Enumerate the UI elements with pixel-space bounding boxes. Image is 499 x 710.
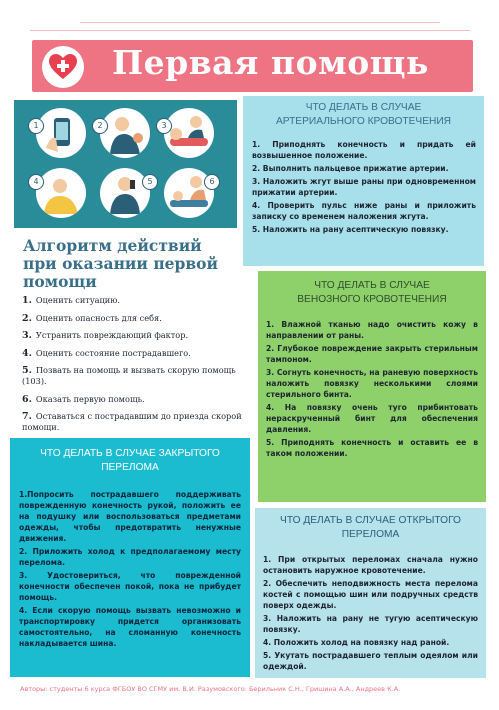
rescuer-icon [100, 108, 150, 158]
venous-bleeding-box [258, 271, 486, 502]
phone-icon [36, 108, 86, 158]
list-item: 3. Согнуть конечность, на раневую поверхность наложить повязку несколькими слоями стерильного бинта. [266, 368, 478, 399]
caller-icon [100, 168, 150, 218]
list-item: 2. Выполнить пальцевое прижатие артерии. [252, 164, 449, 173]
step-number: 1 [28, 118, 44, 134]
list-item: 3. Наложить жгут выше раны при одновременном прижатии артерии. [252, 177, 476, 197]
step-number: 4 [28, 174, 44, 190]
step-image-2 [100, 108, 150, 158]
box-heading: ЧТО ДЕЛАТЬ В СЛУЧАЕ АРТЕРИАЛЬНОГО КРОВОТЕЧЕНИЯ [275, 102, 452, 127]
box-heading: ЧТО ДЕЛАТЬ В СЛУЧАЕ ВЕНОЗНОГО КРОВОТЕЧЕНИЯ [297, 280, 447, 305]
list-item: 5. Наложить на рану асептическую повязку. [252, 225, 449, 234]
arterial-bleeding-box [243, 96, 484, 266]
heart-cross-icon [48, 53, 78, 81]
box-heading: ЧТО ДЕЛАТЬ В СЛУЧАЕ ОТКРЫТОГО ПЕРЕЛОМА [280, 515, 461, 540]
list-item: 5. Укутать пострадавшего теплым одеялом или одеждой. [263, 651, 478, 671]
box-body [243, 129, 484, 235]
list-item: 2. Приложить холод к предполагаемому месту перелома. [19, 547, 241, 567]
list-item: 1.Попросить пострадавшего поддерживать поврежденную конечность рукой, положить ее на подушку или воспользоваться предметами одежды, чтобы предотвратить ненужные движения. [19, 490, 241, 543]
first-aid-illustration [14, 100, 237, 228]
algorithm-list [22, 295, 244, 440]
closed-fracture-box [10, 438, 250, 677]
list-item: 2. Обеспечить неподвижность места перелома костей с помощью шин или подручных средств поверх одежды. [263, 579, 478, 610]
step-image-3 [164, 108, 214, 158]
list-item: 3. Удостовериться, что поврежденной конечности обеспечен покой, пока не прибудет помощь. [19, 571, 241, 602]
list-item: 1. Оценить ситуацию. [22, 295, 120, 306]
list-item: 5. Позвать на помощь и вызвать скорую помощь (103). [22, 365, 236, 386]
algorithm-title: Алгоритм действий при оказании первой помощи [23, 236, 218, 291]
list-item: 3. Наложить на рану не тугую асептическую повязку. [263, 614, 478, 634]
list-item: 4. Если скорую помощь вызвать невозможно и транспортировку придется организовать самостоятельно, на сломанную конечность накладывается шина. [19, 606, 241, 648]
patient-icon [164, 108, 214, 158]
step-image-5 [100, 168, 150, 218]
step-number: 6 [204, 174, 220, 190]
step-number: 5 [142, 174, 158, 190]
list-item: 5. Приподнять конечность и оставить ее в таком положении. [266, 438, 478, 458]
top-rule-1 [80, 22, 440, 23]
list-item: 4. Проверить пульс ниже раны и приложить записку со временем наложения жгута. [252, 201, 476, 221]
list-item: 1. Приподнять конечность и придать ей возвышенное положение. [252, 140, 476, 160]
list-item: 4. На повязку очень туго прибинтовать нераскрученный бинт для обеспечения давления. [266, 403, 478, 434]
list-item: 1. При открытых переломах сначала нужно остановить наружное кровотечение. [263, 555, 478, 575]
top-rule-2 [30, 30, 470, 31]
step-number: 2 [92, 118, 108, 134]
step-image-4 [36, 168, 86, 218]
checking-icon [36, 168, 86, 218]
list-item: 3. Устранить повреждающий фактор. [22, 330, 189, 341]
list-item: 1. Влажной тканью надо очистить кожу в направлении от раны. [266, 320, 478, 340]
list-item: 4. Оценить состояние пострадавшего. [22, 347, 191, 359]
box-body [258, 307, 486, 459]
list-item: 4. Положить холод на повязку над раной. [263, 638, 450, 647]
box-body [10, 475, 250, 649]
list-item: 2. Оценить опасность для себя. [22, 312, 162, 324]
logo [42, 46, 84, 88]
box-heading: ЧТО ДЕЛАТЬ В СЛУЧАЕ ЗАКРЫТОГО ПЕРЕЛОМА [40, 448, 220, 473]
list-item: 7. Оставаться с пострадавшим до приезда скорой помощи. [22, 411, 242, 432]
step-number: 3 [156, 118, 172, 134]
authors-credits: Авторы: студенты 6 курса ФГБОУ ВО СГМУ им. В.И. Разумовского: Берильник С.Н., Гришина А.А., Андреев К.А. [20, 685, 401, 693]
list-item: 6. Оказать первую помощь. [22, 393, 145, 405]
page-title: Первая помощь [112, 43, 429, 82]
open-fracture-box [255, 508, 486, 678]
box-body [255, 542, 486, 672]
list-item: 2. Глубокое повреждение закрыть стерильным тампоном. [266, 344, 478, 364]
step-image-1 [36, 108, 86, 158]
